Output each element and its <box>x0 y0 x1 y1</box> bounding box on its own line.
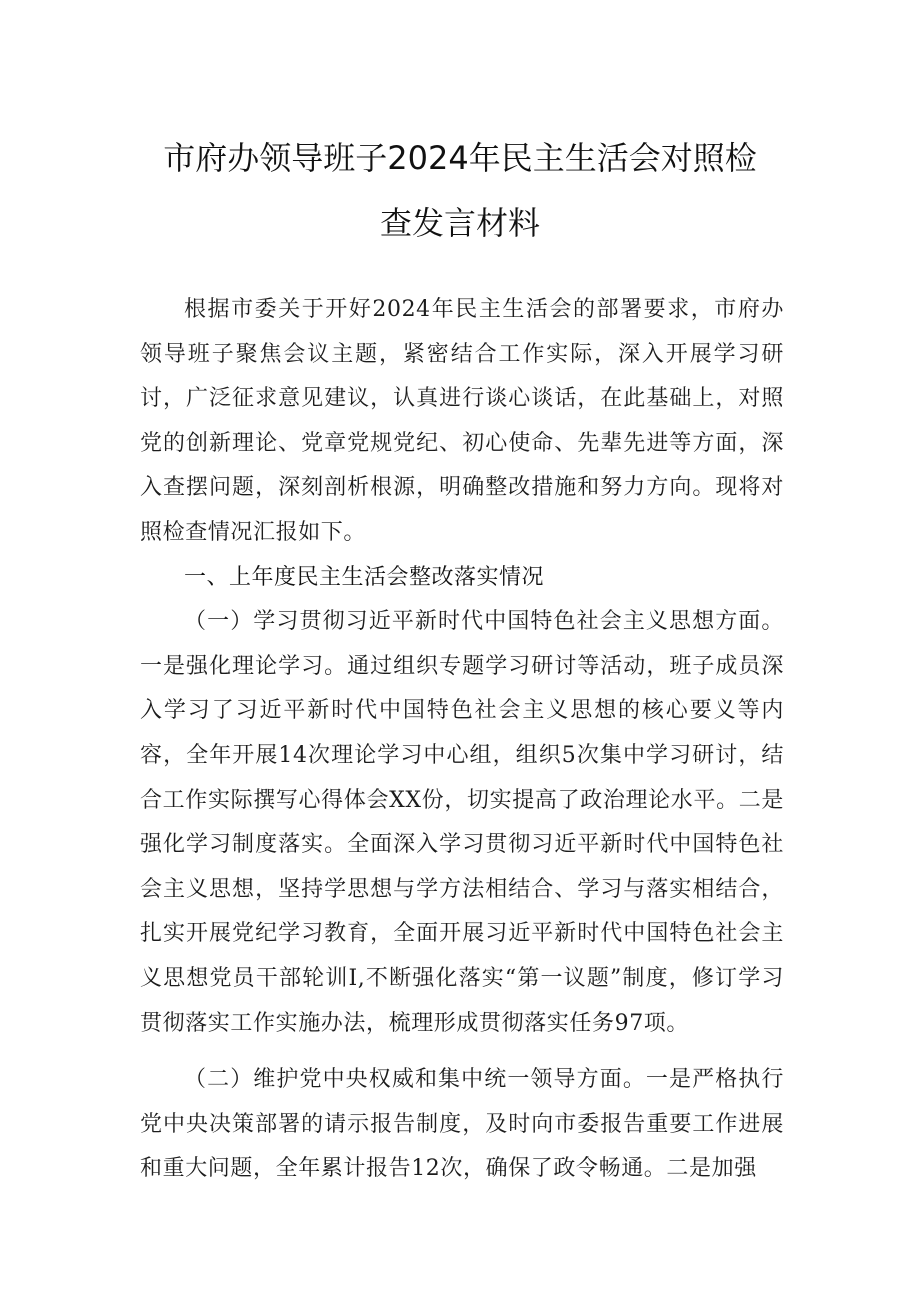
document-body <box>140 288 784 1192</box>
document-title-line-1: 市府办领导班子2024年民主生活会对照检 <box>163 139 757 177</box>
intro-paragraph: 根据市委关于开好2024年民主生活会的部署要求，市府办领导班子聚焦会议主题，紧密结合工作实际，深入开展学习研讨，广泛征求意见建议，认真进行谈心谈话，在此基础上，对照党的创新理论、党章党规党纪、初心使命、先辈先进等方面，深入查摆问题，深刻剖析根源，明确整改措施和努力方向。现将对照检查情况汇报如下。 <box>140 297 784 545</box>
subsection-paragraph-1: （一）学习贯彻习近平新时代中国特色社会主义思想方面。一是强化理论学习。通过组织专题学习研讨等活动，班子成员深入学习了习近平新时代中国特色社会主义思想的核心要义等内容，全年开展14次理论学习中心组，组织5次集中学习研讨，结合工作实际撰写心得体会XX份，切实提高了政治理论水平。二是强化学习制度落实。全面深入学习贯彻习近平新时代中国特色社会主义思想，坚持学思想与学方法相结合、学习与落实相结合，扎实开展党纪学习教育，全面开展习近平新时代中国特色社会主义思想党员干部轮训I,不断强化落实“第一议题”制度，修订学习贯彻落实工作实施办法，梳理形成贯彻落实任务97项。 <box>140 609 784 1036</box>
document-title-line-2: 查发言材料 <box>379 204 540 242</box>
paragraph-spacer <box>140 1046 784 1058</box>
section-heading-1: 一、上年度民主生活会整改落实情况 <box>184 564 545 590</box>
subsection-paragraph-2: （二）维护党中央权威和集中统一领导方面。一是严格执行党中央决策部署的请示报告制度，及时向市委报告重要工作进展和重大问题，全年累计报告12次，确保了政令畅通。二是加强 <box>140 1067 784 1182</box>
